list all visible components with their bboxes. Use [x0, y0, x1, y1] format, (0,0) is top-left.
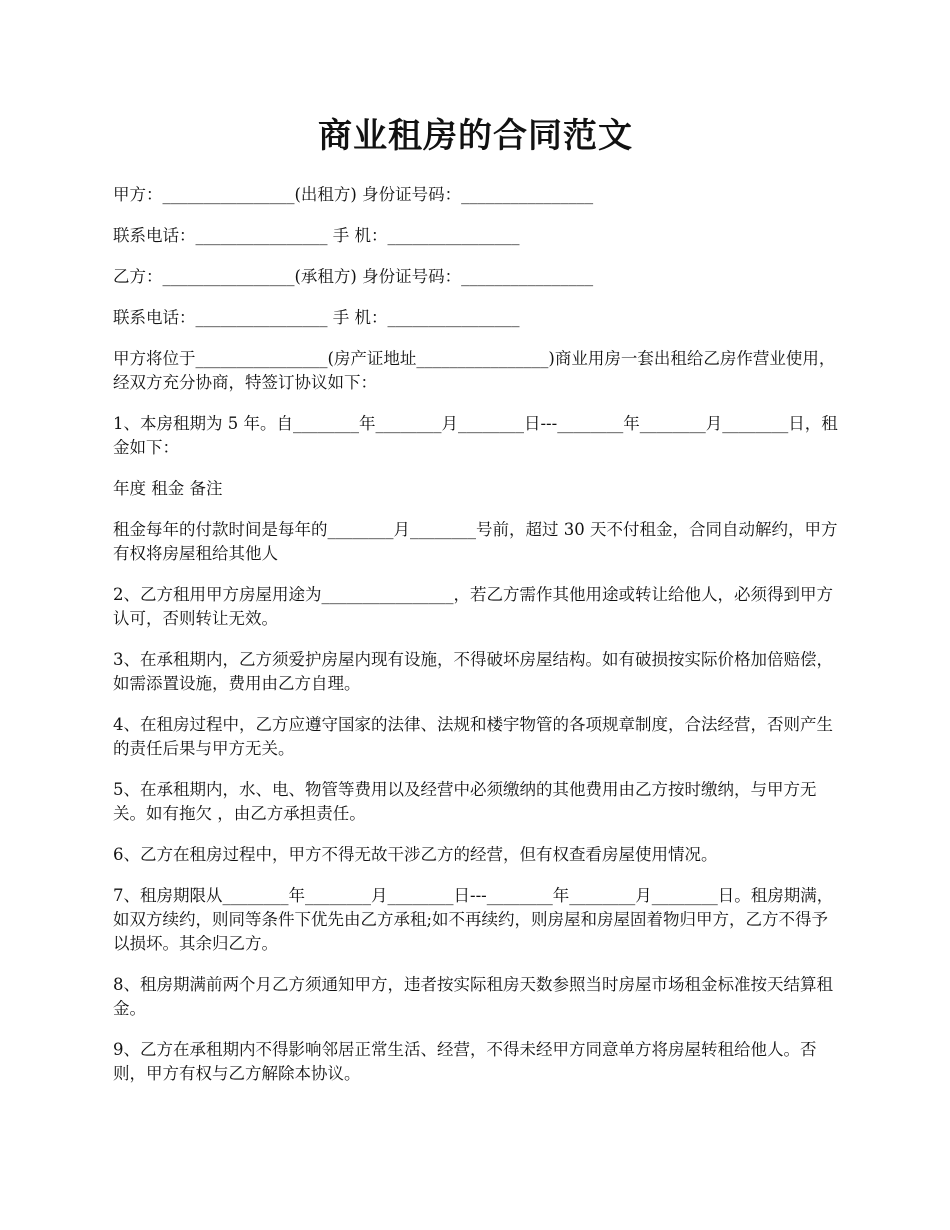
- clause-2: 2、乙方租用甲方房屋用途为________________，若乙方需作其他用途或转让给他人，必须得到甲方认可，否则转让无效。: [113, 585, 833, 628]
- party-a-line: 甲方：________________(出租方) 身份证号码：________________: [113, 185, 594, 204]
- intro-paragraph: 甲方将位于________________(房产证地址________________)商业用房一套出租给乙房作营业使用，经双方充分协商，特签订协议如下：: [113, 349, 836, 392]
- clause-8: 8、租房期满前两个月乙方须通知甲方，违者按实际租房天数参照当时房屋市场租金标准按天结算租金。: [113, 975, 833, 1018]
- party-a-contact-line: 联系电话：________________ 手 机：________________: [113, 226, 520, 245]
- clause-7: 7、租房期限从________年________月________日---________年________月________日。租房期满，如双方续约，则同等条件下优先由乙方承租;如不再续约，则房屋和房屋固着物归甲方，乙方不得予以损坏。其余归乙方。: [113, 886, 834, 953]
- clause-4: 4、在租房过程中，乙方应遵守国家的法律、法规和楼宇物管的各项规章制度，合法经营，否则产生的责任后果与甲方无关。: [113, 715, 833, 758]
- document-title: 商业租房的合同范文: [318, 116, 633, 156]
- clause-6: 6、乙方在租房过程中，甲方不得无故干涉乙方的经营，但有权查看房屋使用情况。: [113, 845, 718, 864]
- clause-3: 3、在承租期内，乙方须爱护房屋内现有设施，不得破坏房屋结构。如有破损按实际价格加倍赔偿，如需添置设施，费用由乙方自理。: [113, 650, 833, 693]
- party-b-line: 乙方：________________(承租方) 身份证号码：________________: [113, 267, 594, 286]
- clause-9: 9、乙方在承租期内不得影响邻居正常生活、经营，不得未经甲方同意单方将房屋转租给他人。否则，甲方有权与乙方解除本协议。: [113, 1040, 817, 1083]
- clause-1: 1、本房租期为 5 年。自________年________月________日---________年________月________日，租金如下：: [113, 414, 838, 457]
- rent-table-header: 年度 租金 备注: [113, 479, 223, 498]
- clause-5: 5、在承租期内，水、电、物管等费用以及经营中必须缴纳的其他费用由乙方按时缴纳，与甲方无关。如有拖欠 ，由乙方承担责任。: [113, 780, 817, 823]
- payment-terms-paragraph: 租金每年的付款时间是每年的________月________号前，超过 30 天不付租金，合同自动解约，甲方有权将房屋租给其他人: [113, 520, 838, 563]
- party-b-contact-line: 联系电话：________________ 手 机：________________: [113, 308, 520, 327]
